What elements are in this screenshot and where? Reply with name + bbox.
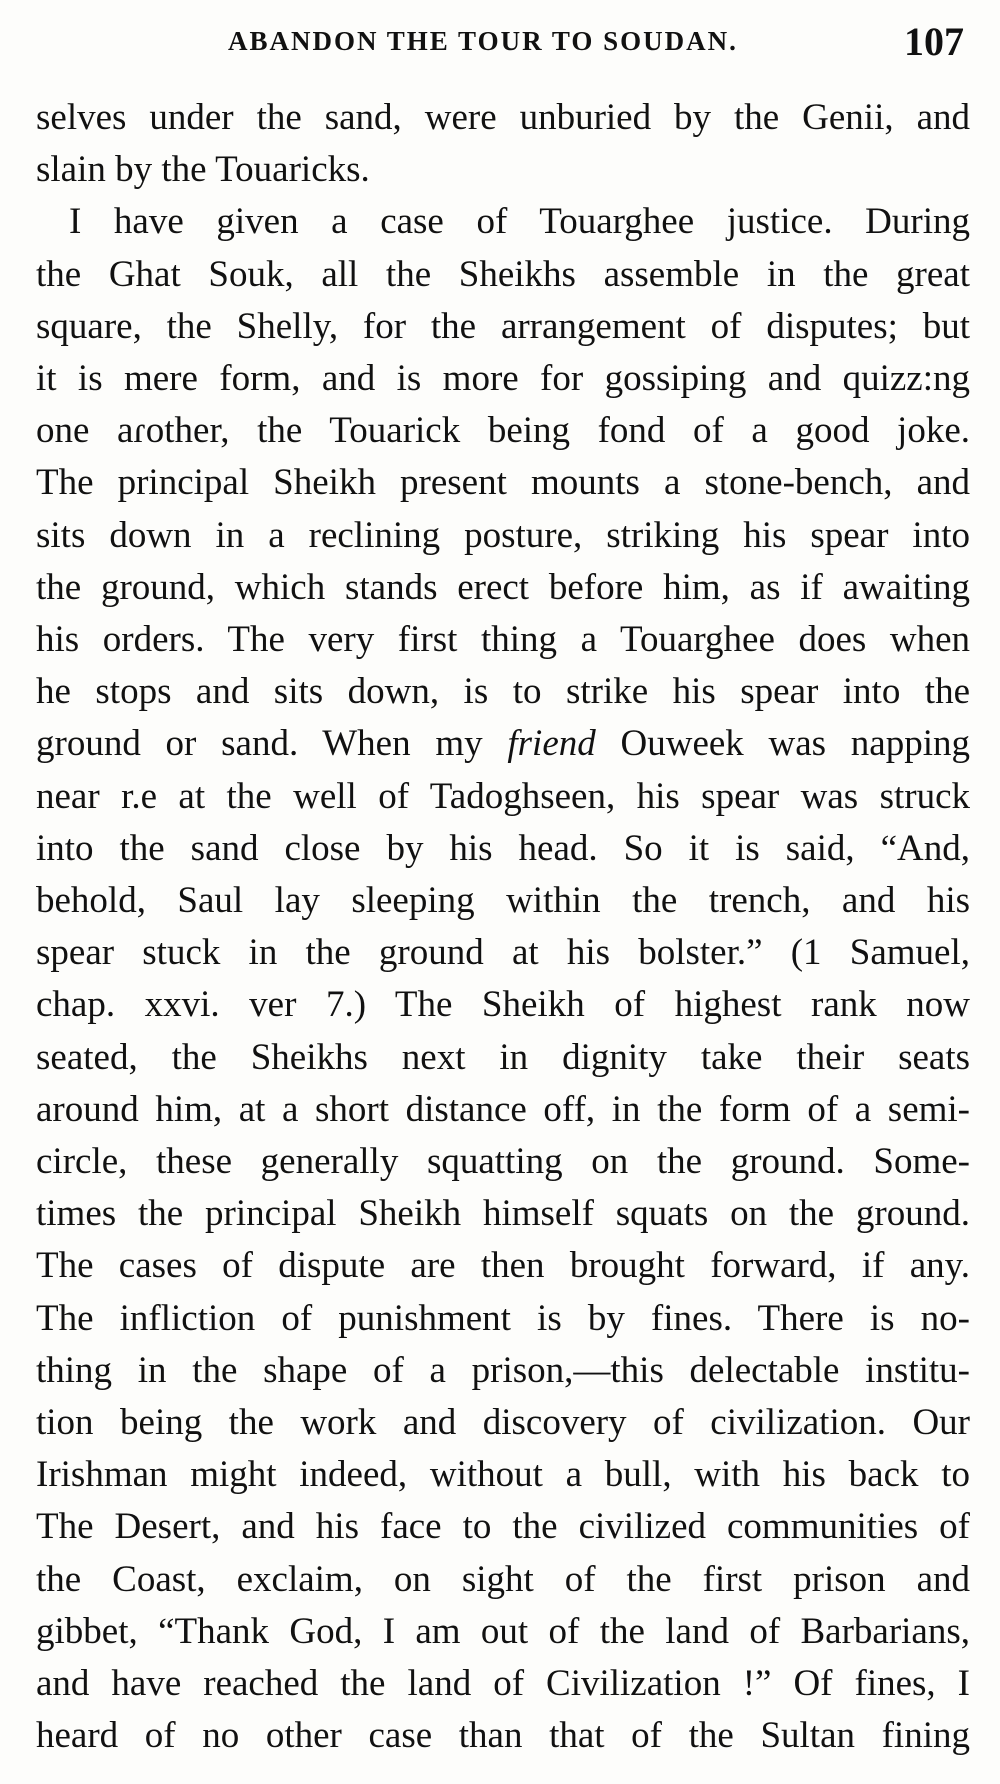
text-line: The infliction of punishment is by fines. There is no- (36, 1297, 970, 1339)
text-line: slain by the Touaricks. (36, 149, 370, 191)
text-line: behold, Saul lay sleeping within the trench, and his (36, 880, 970, 922)
page-number: 107 (904, 19, 964, 64)
text-line: circle, these generally squatting on the ground. Some- (36, 1141, 970, 1183)
running-head: ABANDON THE TOUR TO SOUDAN. (228, 26, 738, 56)
italic-word: friend (507, 723, 596, 765)
body-text (36, 92, 970, 1763)
text-line: and have reached the land of Civilization !” Of fines, I (36, 1663, 970, 1705)
text-line: The Desert, and his face to the civilized communities of (36, 1506, 970, 1548)
text-line: the Ghat Souk, all the Sheikhs assemble in the great (36, 253, 970, 295)
text-line: times the principal Sheikh himself squats on the ground. (36, 1193, 970, 1235)
text-line: near r.e at the well of Tadoghseen, his spear was struck (36, 775, 970, 817)
text-line: it is mere form, and is more for gossiping and quizz:ng (36, 358, 970, 400)
text-line: the Coast, exclaim, on sight of the first prison and (36, 1558, 970, 1600)
text-line: I have given a case of Touarghee justice. During (69, 201, 970, 243)
text-line: his orders. The very first thing a Touarghee does when (36, 619, 970, 661)
text-line: selves under the sand, were unburied by the Genii, and (36, 97, 970, 138)
text-line: seated, the Sheikhs next in dignity take their seats (36, 1036, 970, 1078)
text-line: The cases of dispute are then brought forward, if any. (36, 1245, 970, 1287)
text-line: sits down in a reclining posture, striking his spear into (36, 514, 970, 556)
text-line: The principal Sheikh present mounts a stone-bench, and (36, 462, 970, 504)
text-run: Ouweek was napping (595, 723, 971, 765)
text-line: one aɾother, the Touarick being fond of a good joke. (36, 410, 970, 452)
text-line: he stops and sits down, is to strike his spear into the (36, 671, 970, 713)
text-line-with-italic (36, 718, 970, 770)
text-line: gibbet, “Thank God, I am out of the land of Barbarians, (36, 1610, 970, 1652)
text-line: spear stuck in the ground at his bolster.” (1 Samuel, (36, 932, 970, 974)
text-line: the ground, which stands erect before him, as if awaiting (36, 566, 970, 608)
text-line: tion being the work and discovery of civilization. Our (36, 1402, 970, 1444)
text-line: heard of no other case than that of the Sultan fining (36, 1715, 970, 1757)
text-line: square, the Shelly, for the arrangement of disputes; but (36, 305, 970, 347)
text-line: chap. xxvi. ver 7.) The Sheikh of highest rank now (36, 984, 970, 1026)
text-line: around him, at a short distance off, in the form of a semi- (36, 1088, 970, 1130)
text-line: thing in the shape of a prison,—this delectable institu- (36, 1349, 970, 1391)
text-line: into the sand close by his head. So it is said, “And, (36, 827, 970, 869)
text-run: ground or sand. When my (36, 723, 508, 765)
text-line: Irishman might indeed, without a bull, with his back to (36, 1454, 970, 1496)
